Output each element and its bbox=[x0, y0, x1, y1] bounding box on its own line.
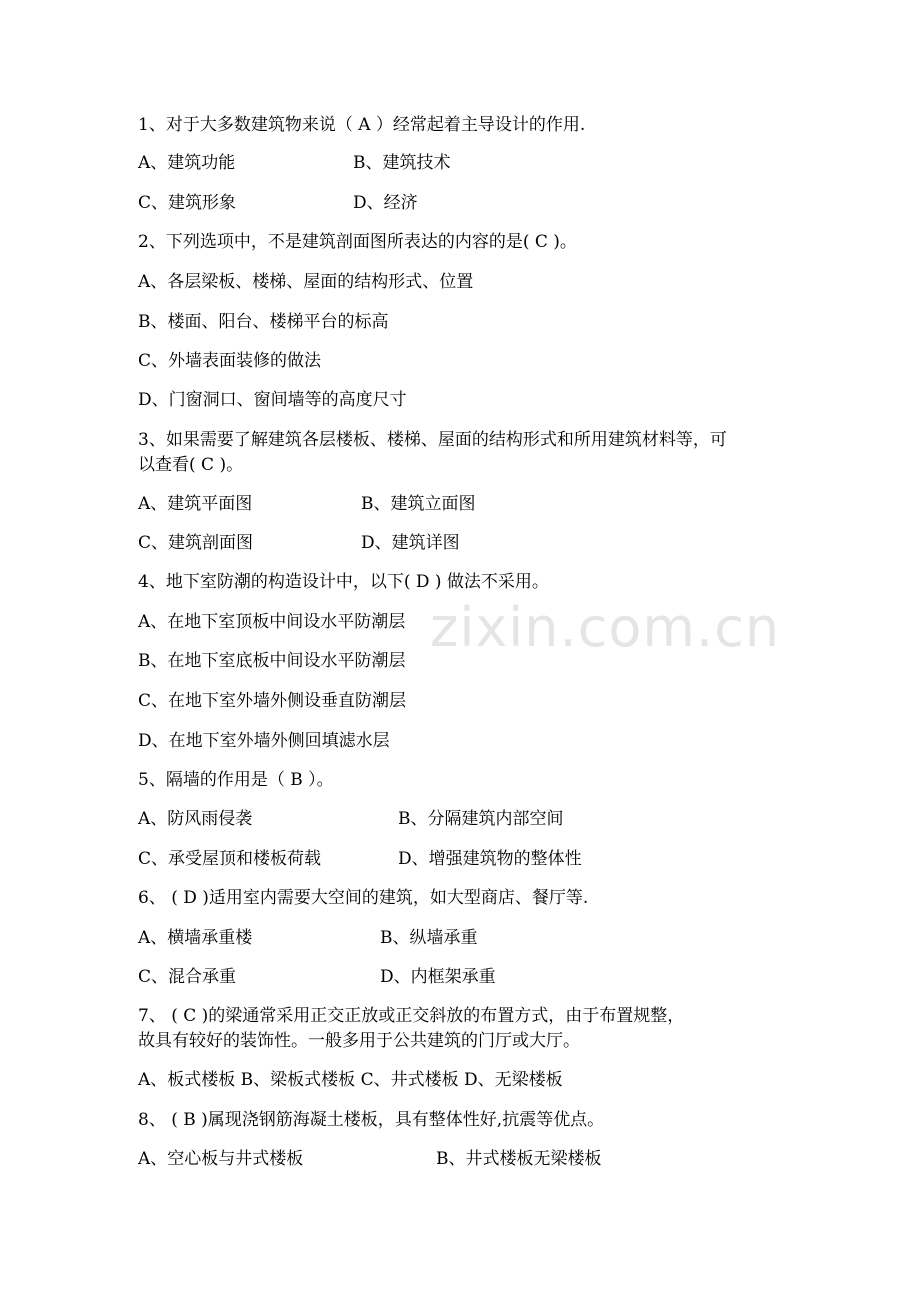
option-a: A、建筑功能 bbox=[138, 153, 236, 173]
option-b: B、在地下室底板中间设水平防潮层 bbox=[138, 651, 406, 671]
option-b: B、建筑技术 bbox=[353, 153, 451, 173]
option-c: C、混合承重 bbox=[138, 967, 237, 987]
question-5-stem: 5、隔墙的作用是（ B ）。 bbox=[138, 770, 334, 790]
option-b: B、建筑立面图 bbox=[361, 494, 476, 514]
question-7-stem-line-1: 7、 ( C )的梁通常采用正交正放或正交斜放的布置方式，由于布置规整， bbox=[138, 1006, 685, 1026]
option-d: D、门窗洞口、窗间墙等的高度尺寸 bbox=[138, 390, 407, 410]
question-4-stem: 4、地下室防潮的构造设计中，以下( D ) 做法不采用。 bbox=[138, 572, 549, 592]
option-c: C、外墙表面装修的做法 bbox=[138, 351, 322, 371]
option-b: B、井式楼板无梁楼板 bbox=[436, 1149, 602, 1169]
question-7-stem-line-2: 故具有较好的装饰性。一般多用于公共建筑的门厅或大厅。 bbox=[138, 1031, 580, 1051]
option-a: A、防风雨侵袭 bbox=[138, 809, 253, 829]
option-c: C、建筑剖面图 bbox=[138, 533, 254, 553]
option-b: B、分隔建筑内部空间 bbox=[398, 809, 564, 829]
option-a: A、横墙承重楼 bbox=[138, 928, 253, 948]
question-6-stem: 6、 ( D )适用室内需要大空间的建筑，如大型商店、餐厅等. bbox=[138, 888, 589, 908]
question-8-stem: 8、 ( B )属现浇钢筋海凝土楼板，具有整体性好,抗震等优点。 bbox=[138, 1110, 605, 1130]
question-5-option-row bbox=[138, 809, 564, 829]
option-b: B、纵墙承重 bbox=[380, 928, 478, 948]
option-d: D、在地下室外墙外侧回填滤水层 bbox=[138, 731, 390, 751]
option-d: D、增强建筑物的整体性 bbox=[398, 849, 582, 869]
question-2-stem: 2、下列选项中，不是建筑剖面图所表达的内容的是( C )。 bbox=[138, 232, 577, 252]
option-a: A、建筑平面图 bbox=[138, 494, 253, 514]
option-a: A、空心板与井式楼板 bbox=[138, 1149, 304, 1169]
option-c: C、在地下室外墙外侧设垂直防潮层 bbox=[138, 691, 407, 711]
question-6-option-row bbox=[138, 928, 478, 948]
option-a: A、各层梁板、楼梯、屋面的结构形式、位置 bbox=[138, 272, 474, 292]
question-3-option-row bbox=[138, 494, 476, 514]
question-1-option-row bbox=[138, 153, 451, 173]
option-a: A、在地下室顶板中间设水平防潮层 bbox=[138, 612, 406, 632]
question-6-option-row bbox=[138, 967, 496, 987]
question-3-option-row bbox=[138, 533, 460, 553]
option-d: D、经济 bbox=[353, 193, 418, 213]
option-b: B、楼面、阳台、楼梯平台的标高 bbox=[138, 312, 389, 332]
option-c: C、建筑形象 bbox=[138, 193, 237, 213]
question-7-options: A、板式楼板 B、梁板式楼板 C、井式楼板 D、无梁楼板 bbox=[138, 1070, 563, 1090]
question-1-option-row bbox=[138, 193, 418, 213]
question-1-stem: 1、对于大多数建筑物来说（ A ）经常起着主导设计的作用. bbox=[138, 115, 586, 135]
option-d: D、建筑详图 bbox=[361, 533, 460, 553]
option-c: C、承受屋顶和楼板荷载 bbox=[138, 849, 322, 869]
question-3-stem-line-2: 以查看( C )。 bbox=[138, 455, 244, 475]
question-5-option-row bbox=[138, 849, 582, 869]
question-8-option-row bbox=[138, 1149, 602, 1169]
watermark: zixin.com.cn bbox=[430, 596, 781, 659]
option-d: D、内框架承重 bbox=[380, 967, 496, 987]
question-3-stem-line-1: 3、如果需要了解建筑各层楼板、楼梯、屋面的结构形式和所用建筑材料等，可 bbox=[138, 430, 727, 450]
